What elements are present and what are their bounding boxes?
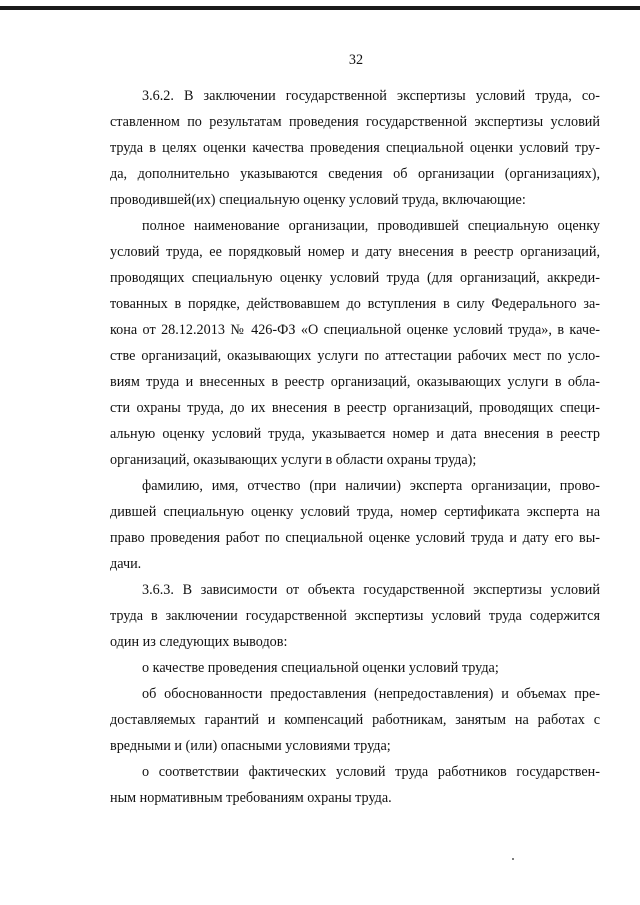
text-line: об обоснованности предоставления (непредоставления) и объемах пре- [142,686,600,702]
text-line: альную оценку условий труда, указывается номер и дата внесения в реестр [110,426,600,442]
text-line: труда в целях оценки качества проведения специальной оценки условий тру- [110,140,600,156]
text-line: условий труда, ее порядковый номер и дату внесения в реестр организаций, [110,244,600,260]
text-line: о качестве проведения специальной оценки условий труда; [142,660,499,676]
text-line: фамилию, имя, отчество (при наличии) эксперта организации, прово- [142,478,600,494]
text-line: вредными и (или) опасными условиями труда; [110,738,391,754]
text-line: полное наименование организации, проводившей специальную оценку [142,218,600,234]
text-line: 3.6.2. В заключении государственной экспертизы условий труда, со- [142,88,600,104]
text-line: тованных в порядке, действовавшем до вступления в силу Федерального за- [110,296,600,312]
text-line: проводящих специальную оценку условий труда (для организаций, аккреди- [110,270,600,286]
text-line: стве организаций, оказывающих услуги по аттестации рабочих мест по усло- [110,348,600,364]
text-line: проводившей(их) специальную оценку условий труда, включающие: [110,192,526,208]
text-line: труда в заключении государственной экспертизы условий труда содержится [110,608,600,624]
text-line: организаций, оказывающих услуги в области охраны труда); [110,452,477,468]
text-line: дачи. [110,556,142,572]
text-line: виям труда и внесенных в реестр организаций, оказывающих услуги в обла- [110,374,600,390]
page-number: 32 [348,52,364,68]
text-line: 3.6.3. В зависимости от объекта государственной экспертизы условий [142,582,600,598]
text-line: доставляемых гарантий и компенсаций работникам, занятым на работах с [110,712,600,728]
text-line: ным нормативным требованиям охраны труда. [110,790,392,806]
text-line: кона от 28.12.2013 № 426-ФЗ «О специальной оценке условий труда», в каче- [110,322,600,338]
text-line: право проведения работ по специальной оценке условий труда и дату его вы- [110,530,600,546]
text-line: о соответствии фактических условий труда работников государствен- [142,764,600,780]
scan-speck [512,858,514,860]
text-line: да, дополнительно указываются сведения об организации (организациях), [110,166,600,182]
text-line: дившей специальную оценку условий труда, номер сертификата эксперта на [110,504,600,520]
top-border-rule [0,6,640,10]
text-line: один из следующих выводов: [110,634,288,650]
text-line: сти охраны труда, до их внесения в реестр организаций, проводящих специ- [110,400,600,416]
text-line: ставленном по результатам проведения государственной экспертизы условий [110,114,600,130]
